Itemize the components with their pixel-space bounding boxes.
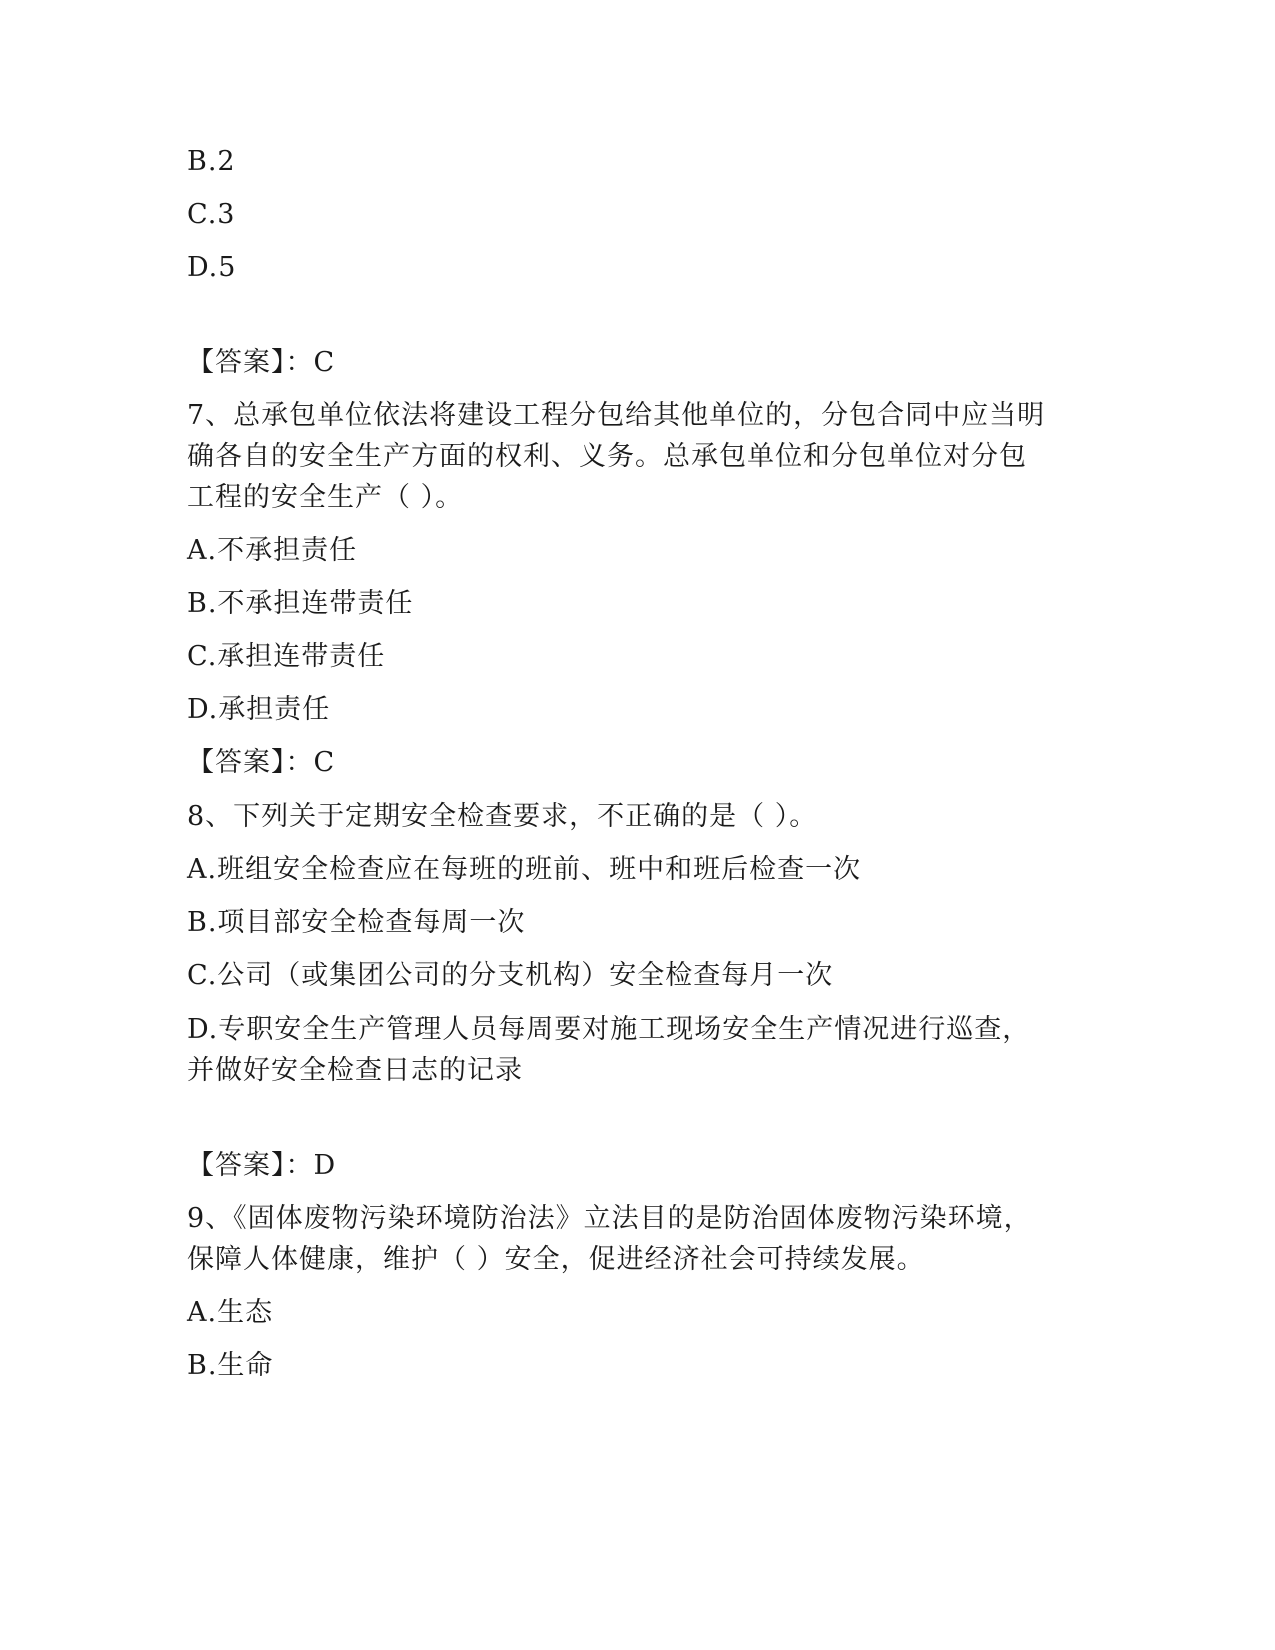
question-8-option-d-2: 并做好安全检查日志的记录 (187, 1055, 523, 1086)
question-8-option-b: B.项目部安全检查每周一次 (187, 907, 526, 938)
question-8-option-d-1: D.专职安全生产管理人员每周要对施工现场安全生产情况进行巡查， (187, 1014, 1031, 1045)
answer-prev: 【答案】：C (187, 347, 336, 378)
question-9-stem-1: 9、《固体废物污染环境防治法》立法目的是防治固体废物污染环境， (187, 1203, 1032, 1234)
question-7-stem-3: 工程的安全生产（ ）。 (187, 482, 464, 513)
option-c-prev: C.3 (187, 199, 236, 230)
question-7-option-a: A.不承担责任 (187, 535, 358, 566)
question-7-option-b: B.不承担连带责任 (187, 588, 414, 619)
question-8-answer: 【答案】：D (187, 1150, 337, 1181)
question-9-option-b: B.生命 (187, 1350, 274, 1381)
question-8-option-a: A.班组安全检查应在每班的班前、班中和班后检查一次 (187, 854, 862, 885)
question-7-stem-2: 确各自的安全生产方面的权利、义务。总承包单位和分包单位对分包 (187, 441, 1027, 472)
question-9-stem-2: 保障人体健康，维护（ ）安全，促进经济社会可持续发展。 (187, 1244, 925, 1275)
option-b-prev: B.2 (187, 146, 236, 177)
question-7-option-d: D.承担责任 (187, 694, 331, 725)
question-7-option-c: C.承担连带责任 (187, 641, 386, 672)
question-7-stem-1: 7、总承包单位依法将建设工程分包给其他单位的，分包合同中应当明 (187, 400, 1046, 431)
option-d-prev: D.5 (187, 252, 237, 283)
question-7-answer: 【答案】：C (187, 747, 336, 778)
question-9-option-a: A.生态 (187, 1297, 274, 1328)
question-8-stem-1: 8、下列关于定期安全检查要求，不正确的是（ ）。 (187, 801, 818, 832)
question-8-option-c: C.公司（或集团公司的分支机构）安全检查每月一次 (187, 960, 834, 991)
